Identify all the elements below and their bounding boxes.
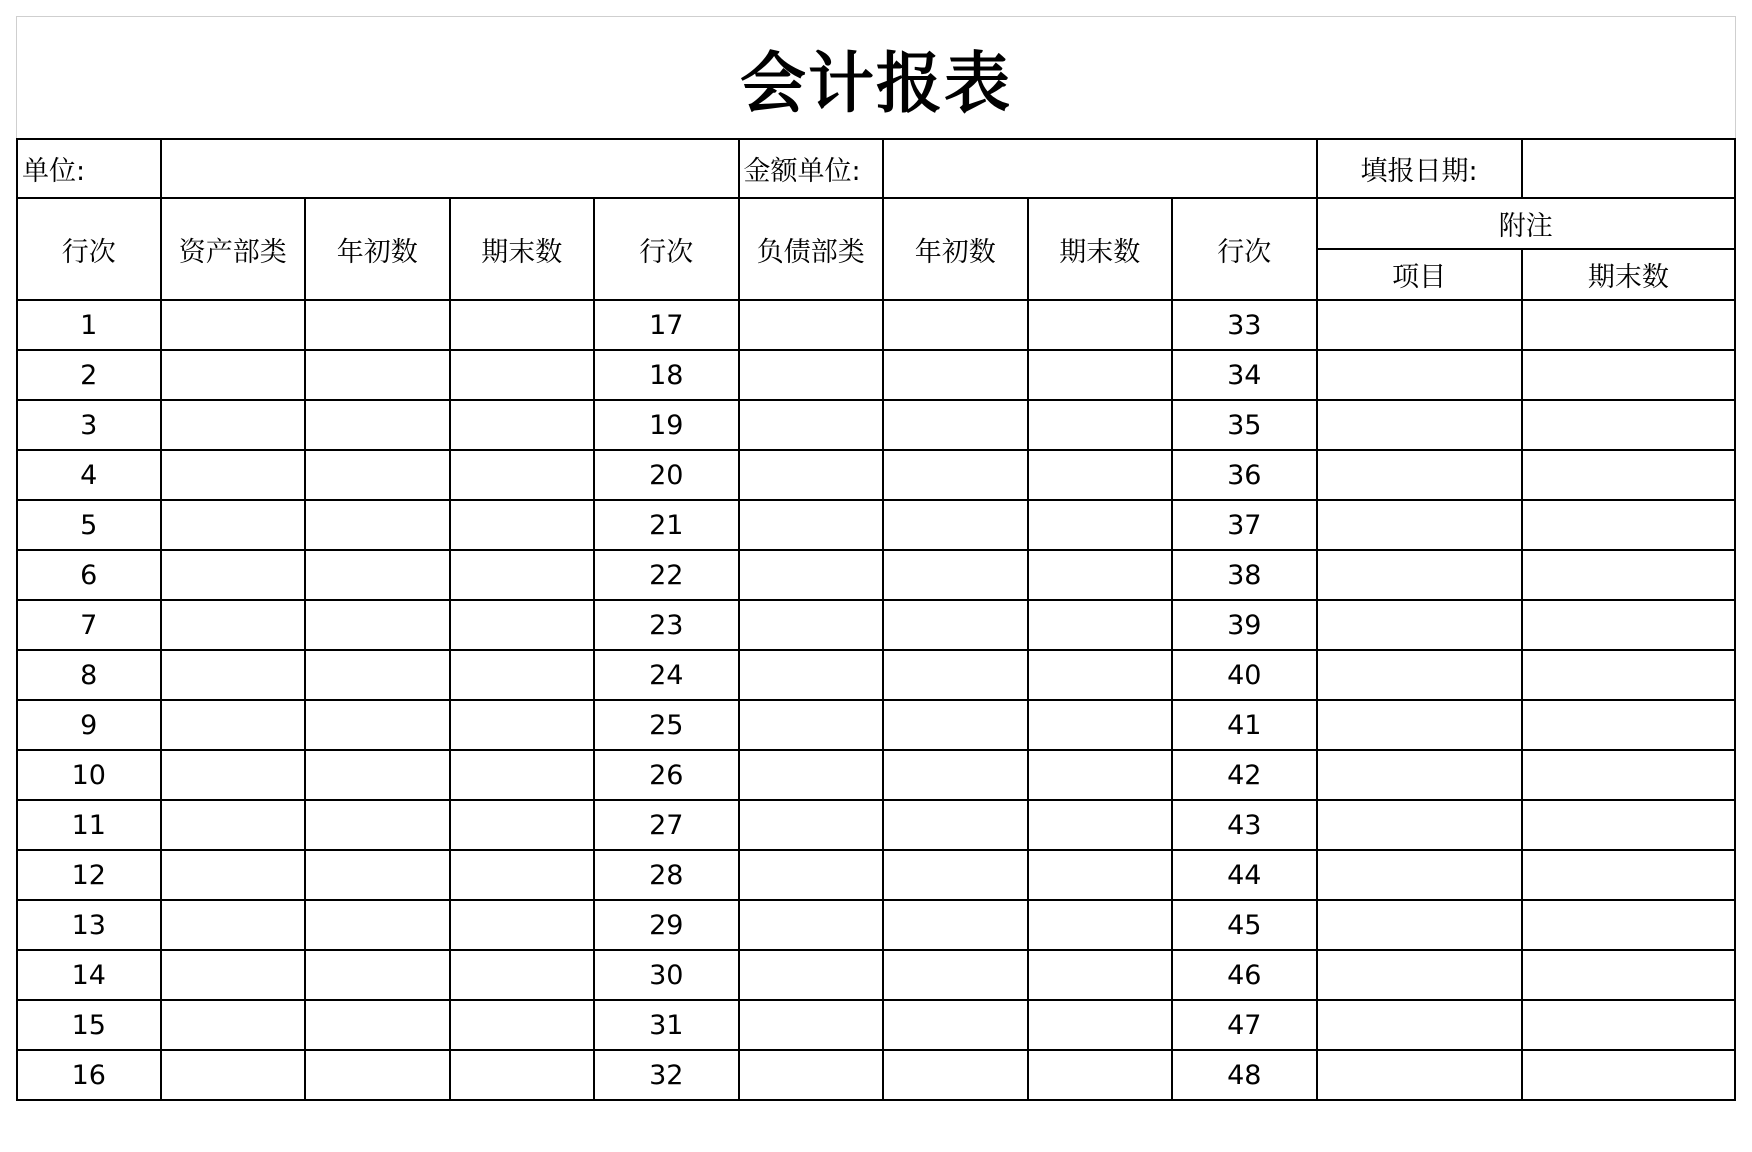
title-bar: [16, 16, 1736, 138]
note-period-end-cell[interactable]: [1522, 1050, 1735, 1100]
liabilities-cell[interactable]: [739, 450, 884, 500]
year-begin-cell[interactable]: [883, 1000, 1028, 1050]
table-row: [17, 650, 1735, 700]
note-item-cell[interactable]: [1317, 750, 1522, 800]
note-period-end-cell[interactable]: [1522, 550, 1735, 600]
year-begin-cell[interactable]: [305, 350, 450, 400]
row-no-cell: 42: [1172, 750, 1317, 800]
period-end-cell[interactable]: [1028, 650, 1173, 700]
assets-cell[interactable]: [161, 550, 306, 600]
year-begin-cell[interactable]: [305, 400, 450, 450]
year-begin-cell[interactable]: [883, 850, 1028, 900]
row-no-cell: 41: [1172, 700, 1317, 750]
period-end-cell[interactable]: [1028, 350, 1173, 400]
header-item: 项目: [1317, 249, 1522, 300]
period-end-cell[interactable]: [450, 650, 595, 700]
year-begin-cell[interactable]: [305, 900, 450, 950]
year-begin-cell[interactable]: [305, 1000, 450, 1050]
table-row: [17, 850, 1735, 900]
liabilities-cell[interactable]: [739, 700, 884, 750]
table-row: [17, 700, 1735, 750]
row-no-cell: 37: [1172, 500, 1317, 550]
note-item-cell[interactable]: [1317, 500, 1522, 550]
period-end-cell[interactable]: [1028, 550, 1173, 600]
row-no-cell: 1: [17, 300, 161, 350]
note-item-cell[interactable]: [1317, 650, 1522, 700]
liabilities-cell[interactable]: [739, 1000, 884, 1050]
row-no-cell: 15: [17, 1000, 161, 1050]
period-end-cell[interactable]: [450, 550, 595, 600]
assets-cell[interactable]: [161, 1000, 306, 1050]
header-note: 附注: [1317, 198, 1735, 249]
note-period-end-cell[interactable]: [1522, 400, 1735, 450]
row-no-cell: 29: [594, 900, 739, 950]
period-end-cell[interactable]: [450, 800, 595, 850]
period-end-cell[interactable]: [450, 500, 595, 550]
header-row: [17, 198, 1735, 249]
table-row: [17, 550, 1735, 600]
assets-cell[interactable]: [161, 400, 306, 450]
amount-unit-field[interactable]: [883, 139, 1317, 198]
note-item-cell[interactable]: [1317, 600, 1522, 650]
row-no-cell: 39: [1172, 600, 1317, 650]
assets-cell[interactable]: [161, 750, 306, 800]
year-begin-cell[interactable]: [305, 650, 450, 700]
row-no-cell: 28: [594, 850, 739, 900]
period-end-cell[interactable]: [450, 950, 595, 1000]
note-item-cell[interactable]: [1317, 700, 1522, 750]
period-end-cell[interactable]: [450, 400, 595, 450]
period-end-cell[interactable]: [1028, 900, 1173, 950]
row-no-cell: 34: [1172, 350, 1317, 400]
period-end-cell[interactable]: [1028, 950, 1173, 1000]
row-no-cell: 35: [1172, 400, 1317, 450]
note-item-cell[interactable]: [1317, 300, 1522, 350]
year-begin-cell[interactable]: [305, 700, 450, 750]
unit-label: 单位:: [17, 139, 161, 198]
report-title: 会计报表: [740, 45, 1012, 122]
table-row: [17, 600, 1735, 650]
header-year-begin-2: 年初数: [883, 198, 1028, 300]
year-begin-cell[interactable]: [305, 950, 450, 1000]
period-end-cell[interactable]: [450, 300, 595, 350]
amount-unit-label: 金额单位:: [739, 139, 884, 198]
year-begin-cell[interactable]: [883, 650, 1028, 700]
year-begin-cell[interactable]: [883, 550, 1028, 600]
header-assets: 资产部类: [161, 198, 306, 300]
date-field[interactable]: [1522, 139, 1735, 198]
period-end-cell[interactable]: [450, 1050, 595, 1100]
year-begin-cell[interactable]: [305, 750, 450, 800]
header-row-no-2: 行次: [594, 198, 739, 300]
period-end-cell[interactable]: [1028, 300, 1173, 350]
assets-cell[interactable]: [161, 850, 306, 900]
period-end-cell[interactable]: [1028, 500, 1173, 550]
row-no-cell: 3: [17, 400, 161, 450]
note-item-cell[interactable]: [1317, 400, 1522, 450]
liabilities-cell[interactable]: [739, 800, 884, 850]
liabilities-cell[interactable]: [739, 400, 884, 450]
note-item-cell[interactable]: [1317, 900, 1522, 950]
liabilities-cell[interactable]: [739, 1050, 884, 1100]
row-no-cell: 13: [17, 900, 161, 950]
period-end-cell[interactable]: [1028, 850, 1173, 900]
note-item-cell[interactable]: [1317, 450, 1522, 500]
header-year-begin-1: 年初数: [305, 198, 450, 300]
assets-cell[interactable]: [161, 450, 306, 500]
row-no-cell: 26: [594, 750, 739, 800]
row-no-cell: 25: [594, 700, 739, 750]
row-no-cell: 32: [594, 1050, 739, 1100]
year-begin-cell[interactable]: [883, 300, 1028, 350]
row-no-cell: 2: [17, 350, 161, 400]
year-begin-cell[interactable]: [883, 800, 1028, 850]
assets-cell[interactable]: [161, 900, 306, 950]
row-no-cell: 23: [594, 600, 739, 650]
row-no-cell: 14: [17, 950, 161, 1000]
row-no-cell: 16: [17, 1050, 161, 1100]
year-begin-cell[interactable]: [883, 400, 1028, 450]
assets-cell[interactable]: [161, 300, 306, 350]
row-no-cell: 44: [1172, 850, 1317, 900]
year-begin-cell[interactable]: [883, 1050, 1028, 1100]
row-no-cell: 12: [17, 850, 161, 900]
assets-cell[interactable]: [161, 650, 306, 700]
row-no-cell: 40: [1172, 650, 1317, 700]
liabilities-cell[interactable]: [739, 900, 884, 950]
table-row: [17, 350, 1735, 400]
row-no-cell: 43: [1172, 800, 1317, 850]
assets-cell[interactable]: [161, 800, 306, 850]
table-row: [17, 1000, 1735, 1050]
accounting-report-sheet: [16, 16, 1736, 1101]
table-row: [17, 750, 1735, 800]
assets-cell[interactable]: [161, 500, 306, 550]
liabilities-cell[interactable]: [739, 350, 884, 400]
note-item-cell[interactable]: [1317, 850, 1522, 900]
year-begin-cell[interactable]: [883, 750, 1028, 800]
year-begin-cell[interactable]: [305, 600, 450, 650]
period-end-cell[interactable]: [450, 700, 595, 750]
header-period-end-2: 期末数: [1028, 198, 1173, 300]
note-period-end-cell[interactable]: [1522, 700, 1735, 750]
liabilities-cell[interactable]: [739, 650, 884, 700]
period-end-cell[interactable]: [450, 600, 595, 650]
note-item-cell[interactable]: [1317, 550, 1522, 600]
table-row: [17, 1050, 1735, 1100]
table-row: [17, 400, 1735, 450]
row-no-cell: 33: [1172, 300, 1317, 350]
row-no-cell: 27: [594, 800, 739, 850]
info-row: [17, 139, 1735, 198]
year-begin-cell[interactable]: [305, 300, 450, 350]
period-end-cell[interactable]: [450, 900, 595, 950]
liabilities-cell[interactable]: [739, 850, 884, 900]
liabilities-cell[interactable]: [739, 600, 884, 650]
table-row: [17, 900, 1735, 950]
row-no-cell: 5: [17, 500, 161, 550]
period-end-cell[interactable]: [1028, 1050, 1173, 1100]
note-period-end-cell[interactable]: [1522, 950, 1735, 1000]
table-row: [17, 450, 1735, 500]
row-no-cell: 31: [594, 1000, 739, 1050]
note-item-cell[interactable]: [1317, 800, 1522, 850]
header-row-no-1: 行次: [17, 198, 161, 300]
period-end-cell[interactable]: [1028, 600, 1173, 650]
period-end-cell[interactable]: [450, 350, 595, 400]
row-no-cell: 30: [594, 950, 739, 1000]
note-item-cell[interactable]: [1317, 1000, 1522, 1050]
row-no-cell: 47: [1172, 1000, 1317, 1050]
year-begin-cell[interactable]: [883, 700, 1028, 750]
report-table: [16, 138, 1736, 1101]
note-period-end-cell[interactable]: [1522, 600, 1735, 650]
row-no-cell: 19: [594, 400, 739, 450]
liabilities-cell[interactable]: [739, 950, 884, 1000]
note-period-end-cell[interactable]: [1522, 300, 1735, 350]
row-no-cell: 10: [17, 750, 161, 800]
period-end-cell[interactable]: [1028, 400, 1173, 450]
row-no-cell: 21: [594, 500, 739, 550]
row-no-cell: 9: [17, 700, 161, 750]
table-row: [17, 300, 1735, 350]
note-period-end-cell[interactable]: [1522, 900, 1735, 950]
assets-cell[interactable]: [161, 700, 306, 750]
row-no-cell: 17: [594, 300, 739, 350]
year-begin-cell[interactable]: [305, 800, 450, 850]
note-period-end-cell[interactable]: [1522, 850, 1735, 900]
liabilities-cell[interactable]: [739, 750, 884, 800]
year-begin-cell[interactable]: [883, 350, 1028, 400]
note-item-cell[interactable]: [1317, 950, 1522, 1000]
note-period-end-cell[interactable]: [1522, 350, 1735, 400]
table-row: [17, 800, 1735, 850]
header-liabilities: 负债部类: [739, 198, 884, 300]
year-begin-cell[interactable]: [883, 950, 1028, 1000]
note-period-end-cell[interactable]: [1522, 750, 1735, 800]
unit-field[interactable]: [161, 139, 739, 198]
period-end-cell[interactable]: [1028, 700, 1173, 750]
note-period-end-cell[interactable]: [1522, 800, 1735, 850]
assets-cell[interactable]: [161, 600, 306, 650]
note-item-cell[interactable]: [1317, 1050, 1522, 1100]
row-no-cell: 46: [1172, 950, 1317, 1000]
period-end-cell[interactable]: [450, 450, 595, 500]
period-end-cell[interactable]: [1028, 1000, 1173, 1050]
liabilities-cell[interactable]: [739, 300, 884, 350]
row-no-cell: 18: [594, 350, 739, 400]
year-begin-cell[interactable]: [305, 850, 450, 900]
year-begin-cell[interactable]: [883, 900, 1028, 950]
header-period-end-1: 期末数: [450, 198, 595, 300]
year-begin-cell[interactable]: [305, 500, 450, 550]
liabilities-cell[interactable]: [739, 550, 884, 600]
period-end-cell[interactable]: [450, 850, 595, 900]
period-end-cell[interactable]: [1028, 450, 1173, 500]
table-row: [17, 950, 1735, 1000]
row-no-cell: 6: [17, 550, 161, 600]
table-row: [17, 500, 1735, 550]
row-no-cell: 38: [1172, 550, 1317, 600]
year-begin-cell[interactable]: [305, 1050, 450, 1100]
year-begin-cell[interactable]: [305, 550, 450, 600]
assets-cell[interactable]: [161, 350, 306, 400]
row-no-cell: 8: [17, 650, 161, 700]
assets-cell[interactable]: [161, 950, 306, 1000]
row-no-cell: 11: [17, 800, 161, 850]
period-end-cell[interactable]: [450, 1000, 595, 1050]
year-begin-cell[interactable]: [883, 600, 1028, 650]
assets-cell[interactable]: [161, 1050, 306, 1100]
period-end-cell[interactable]: [1028, 750, 1173, 800]
note-period-end-cell[interactable]: [1522, 1000, 1735, 1050]
period-end-cell[interactable]: [1028, 800, 1173, 850]
header-row-no-3: 行次: [1172, 198, 1317, 300]
year-begin-cell[interactable]: [883, 500, 1028, 550]
row-no-cell: 20: [594, 450, 739, 500]
header-period-end-3: 期末数: [1522, 249, 1735, 300]
year-begin-cell[interactable]: [883, 450, 1028, 500]
note-item-cell[interactable]: [1317, 350, 1522, 400]
row-no-cell: 48: [1172, 1050, 1317, 1100]
row-no-cell: 7: [17, 600, 161, 650]
row-no-cell: 4: [17, 450, 161, 500]
year-begin-cell[interactable]: [305, 450, 450, 500]
row-no-cell: 24: [594, 650, 739, 700]
note-period-end-cell[interactable]: [1522, 500, 1735, 550]
row-no-cell: 36: [1172, 450, 1317, 500]
period-end-cell[interactable]: [450, 750, 595, 800]
liabilities-cell[interactable]: [739, 500, 884, 550]
row-no-cell: 22: [594, 550, 739, 600]
row-no-cell: 45: [1172, 900, 1317, 950]
note-period-end-cell[interactable]: [1522, 450, 1735, 500]
note-period-end-cell[interactable]: [1522, 650, 1735, 700]
date-label: 填报日期:: [1317, 139, 1522, 198]
